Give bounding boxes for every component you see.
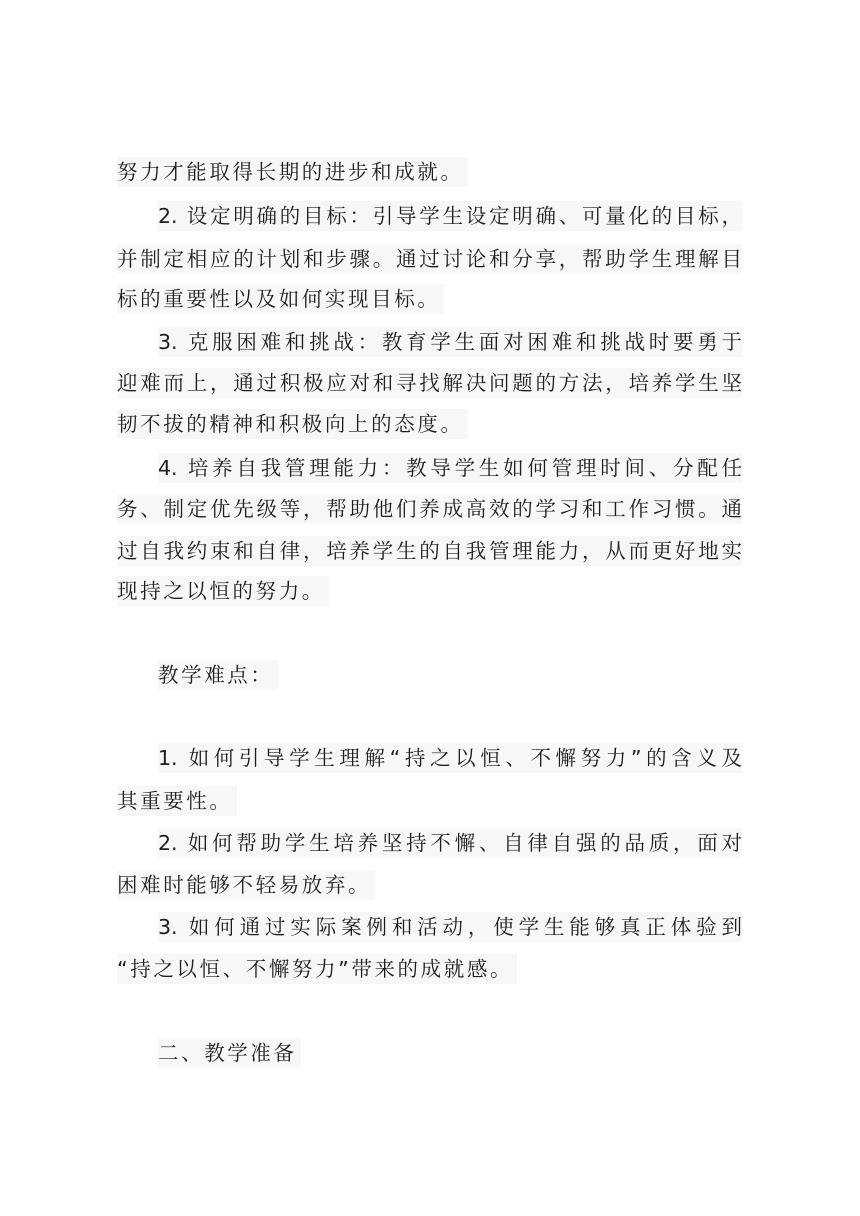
section-heading: 二、教学准备 — [158, 1038, 301, 1068]
paragraph-line: “持之以恒、不懈努力”带来的成就感。 — [117, 954, 517, 984]
difficulty-item-3-line: 3. 如何通过实际案例和活动，使学生能够真正体验到 — [158, 912, 742, 942]
difficulty-item-1-line: 1. 如何引导学生理解“持之以恒、不懈努力”的含义及 — [158, 743, 742, 773]
list-item-3-line: 3. 克服困难和挑战：教育学生面对困难和挑战时要勇于 — [158, 327, 742, 357]
paragraph-line: 务、制定优先级等，帮助他们养成高效的学习和工作习惯。通 — [117, 494, 742, 524]
paragraph-line: 过自我约束和自律，培养学生的自我管理能力，从而更好地实 — [117, 536, 742, 566]
section-heading: 教学难点： — [158, 660, 278, 690]
paragraph-line: 迎难而上，通过积极应对和寻找解决问题的方法，培养学生坚 — [117, 368, 742, 398]
list-item-4-line: 4. 培养自我管理能力：教导学生如何管理时间、分配任 — [158, 453, 742, 483]
paragraph-line: 标的重要性以及如何实现目标。 — [117, 284, 444, 314]
paragraph-line: 韧不拔的精神和积极向上的态度。 — [117, 409, 468, 439]
paragraph-line: 并制定相应的计划和步骤。通过讨论和分享，帮助学生理解目 — [117, 244, 742, 274]
paragraph-line: 困难时能够不轻易放弃。 — [117, 870, 375, 900]
paragraph-line: 努力才能取得长期的进步和成就。 — [117, 157, 468, 187]
paragraph-line: 其重要性。 — [117, 786, 237, 816]
difficulty-item-2-line: 2. 如何帮助学生培养坚持不懈、自律自强的品质，面对 — [158, 828, 742, 858]
list-item-2-line: 2. 设定明确的目标：引导学生设定明确、可量化的目标， — [158, 201, 742, 231]
paragraph-line: 现持之以恒的努力。 — [117, 576, 329, 606]
